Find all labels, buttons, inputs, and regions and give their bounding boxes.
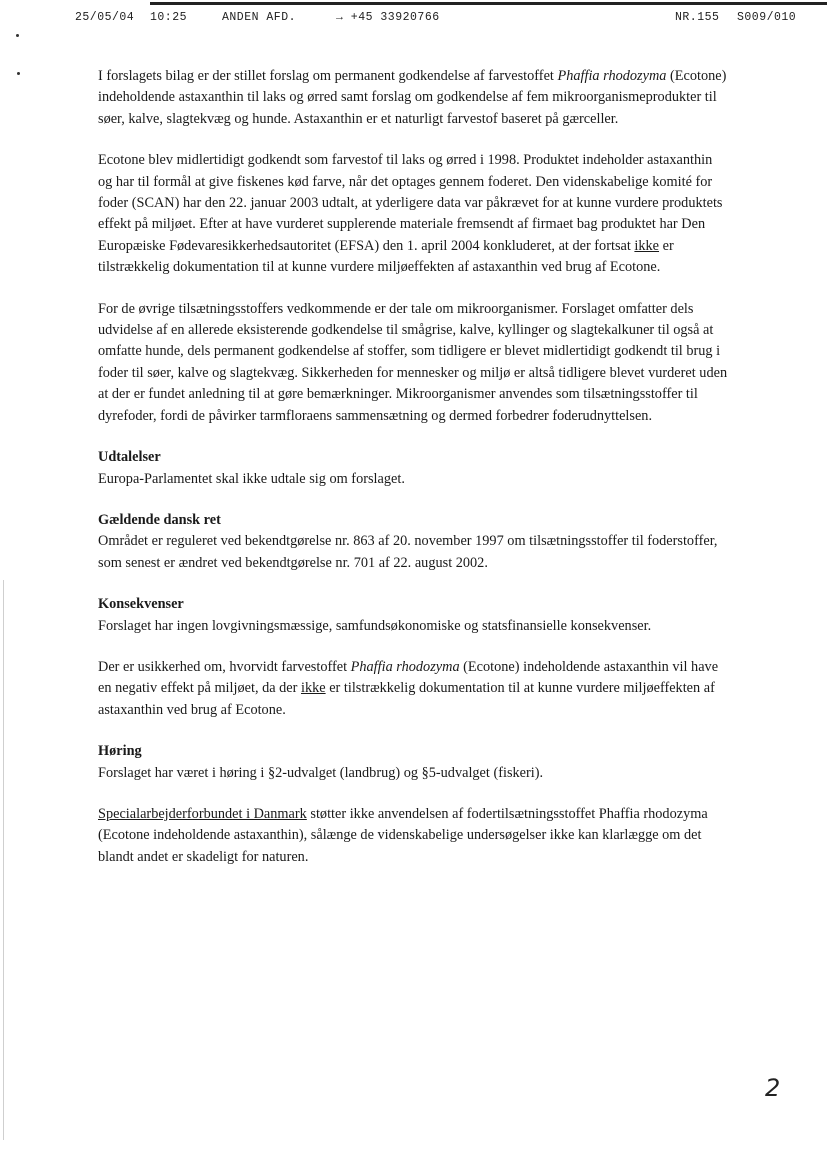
text-run: støtter ikke anvendelsen af fodertilsætningsstoffet Phaffia rhodozyma (Ecotone indeholdende astaxanthin), sålænge de videnskabelige undersøgelser ikke kan klarlægge om det blandt andet er skadeligt for naturen. [98, 805, 708, 865]
text-run: (Ecotone) indeholdende astaxanthin til laks og ørred samt forslag om godkendelse af fem mikroorganismeprodukter til søer, kalve, slagtekvæg og hunde. Astaxanthin er et naturligt farvestof baseret på gærceller. [98, 68, 727, 127]
paragraph-microorganisms: For de øvrige tilsætningsstoffers vedkommende er der tale om mikroorganismer. Forslaget omfatter dels udvidelse af en allerede eksisterende godkendelse til smågrise, kalve, kyllinger og slagtekalkuner til også at omfatte hunde, dels permanent godkendelse af stoffer, som tidligere er blevet midlertidigt godkendt til brug i foder til søer, kalve og slagtekvæg. Sikkerheden for mennesker og miljø er altså tidligere blevet vurderet uden at der er fundet anledning til at gøre bemærkninger. Mikroorganismer anvendes som tilsætningsstoffer til dyrefoder, fordi de påvirker tarmfloraens sammensætning og dermed forbedrer foderudnyttelsen. [98, 300, 728, 424]
scan-edge-line [3, 580, 4, 1140]
fax-page-count: S009/010 [737, 11, 797, 24]
text-run: er tilstrækkelig dokumentation til at kunne vurdere miljøeffekten af astaxanthin ved brug af Ecotone. [98, 680, 715, 718]
underlined-organisation: Specialarbejderforbundet i Danmark [98, 805, 307, 822]
section-udtalelser [98, 447, 728, 490]
section-konsekvenser [98, 594, 728, 637]
section-text: Forslaget har ingen lovgivningsmæssige, samfundsøkonomiske og statsfinansielle konsekvenser. [98, 617, 652, 634]
section-text: Området er reguleret ved bekendtgørelse nr. 863 af 20. november 1997 om tilsætningsstoffer til foderstoffer, som senest er ændret ved bekendtgørelse nr. 701 af 22. august 2002. [98, 533, 718, 571]
paragraph-ecotone [98, 150, 728, 278]
paragraph-uncertainty [98, 657, 728, 721]
section-gaeldende-ret [98, 510, 728, 574]
underlined-word: ikke [301, 680, 326, 697]
document-body [98, 66, 728, 888]
text-run: (Ecotone) indeholdende astaxanthin vil have en negativ effekt på miljøet, da der [98, 658, 719, 697]
underlined-word: ikke [634, 237, 660, 254]
scan-speck [16, 34, 19, 37]
section-heading: Udtalelser [98, 449, 161, 466]
section-heading: Konsekvenser [98, 596, 184, 613]
section-text: Forslaget har været i høring i §2-udvalget (landbrug) og §5-udvalget (fiskeri). [98, 764, 544, 781]
text-run: Der er usikkerhed om, hvorvidt farvestoffet [98, 658, 351, 675]
paragraph-intro [98, 66, 728, 130]
species-name: Phaffia rhodozyma [557, 68, 667, 84]
section-heading: Høring [98, 743, 142, 760]
fax-number: NR.155 [675, 11, 720, 24]
fax-top-border [150, 2, 827, 5]
section-horing [98, 741, 728, 784]
page-number: 2 [765, 1074, 781, 1102]
fax-sender: ANDEN AFD. [222, 11, 297, 24]
scan-speck [17, 72, 20, 75]
paragraph-specialarbejder [98, 804, 728, 868]
section-text: Europa-Parlamentet skal ikke udtale sig om forslaget. [98, 470, 405, 487]
fax-date: 25/05/04 [75, 11, 135, 24]
fax-time: 10:25 [150, 11, 188, 24]
text-run: Ecotone blev midlertidigt godkendt som farvestof til laks og ørred i 1998. Produktet indeholder astaxanthin og har til formål at give fiskenes kød farve, når det optages gennem foderet. Den videnskabelige komité for foder (SCAN) har den 22. januar 2003 udtalt, at yderligere data var påkrævet for at kunne vurdere produktets effekt på miljøet. Efter at have vurderet supplerende materiale fremsendt af firmaet bag produktet har Den Europæiske Fødevaresikkerhedsautoritet (EFSA) den 1. april 2004 konkluderet, at der fortsat [98, 152, 723, 254]
fax-phone: → +45 33920766 [336, 11, 440, 24]
species-name: Phaffia rhodozyma [350, 658, 460, 675]
text-run: er tilstrækkelig dokumentation til at kunne vurdere miljøeffekten af astaxanthin ved brug af Ecotone. [98, 237, 674, 276]
text-run: I forslagets bilag er der stillet forslag om permanent godkendelse af farvestoffet [98, 68, 558, 84]
section-heading: Gældende dansk ret [98, 511, 221, 528]
fax-header [0, 8, 827, 28]
